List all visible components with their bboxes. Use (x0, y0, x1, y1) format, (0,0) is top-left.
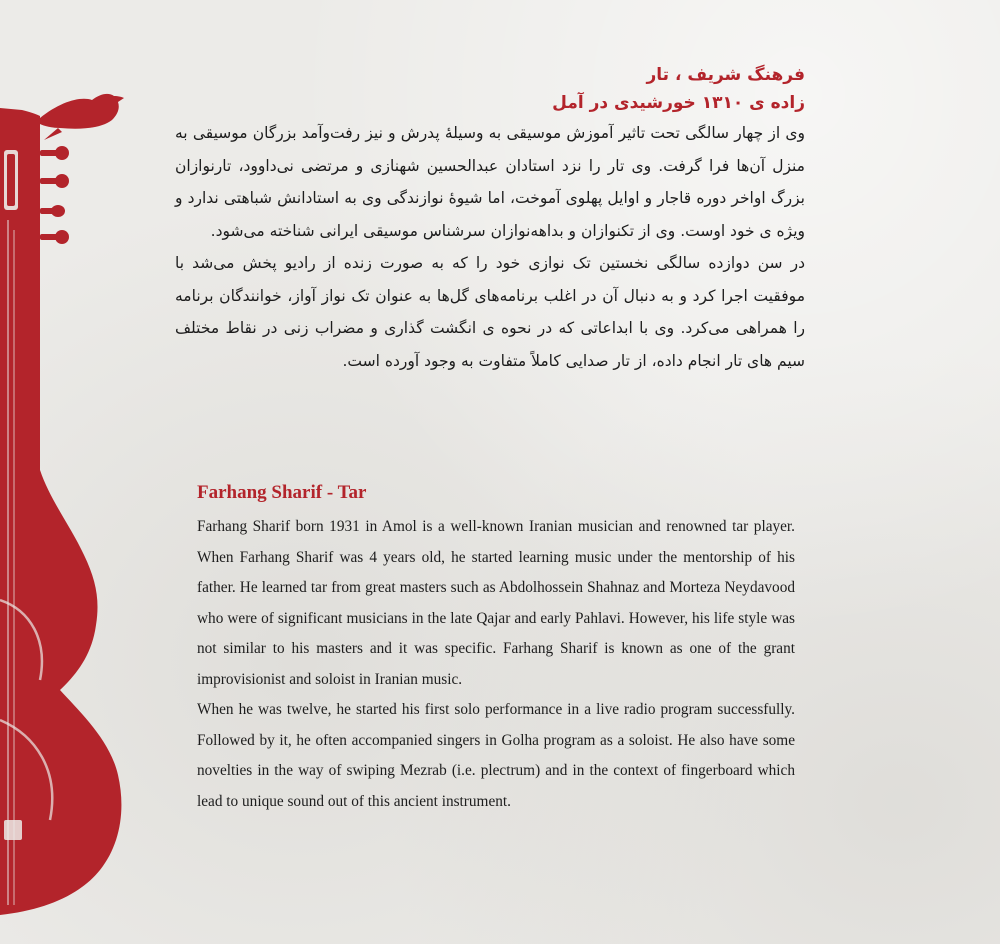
tar-body-icon (0, 108, 121, 915)
tuning-pegs-icon (40, 146, 69, 244)
english-text-block (197, 480, 795, 817)
persian-subtitle: زاده ی ۱۳۱۰ خورشیدی در آمل (552, 93, 805, 113)
persian-title: فرهنگ شریف ، تار (646, 65, 805, 85)
persian-text-block (175, 62, 805, 377)
persian-paragraph-2: در سن دوازده سالگی نخستین تک نوازی خود را که به صورت زنده از رادیو پخش می‌شد با موفقیت اجرا کرد و به دنبال آن در اغلب برنامه‌های گل‌ها به عنوان تک نواز آواز، خوانندگان برنامه را همراهی می‌کرد. وی با ابداعاتی که در نحوه ی انگشت گذاری و مضراب زنی در نقاط مختلف سیم های تار انجام داده، از تار صدایی کاملاً متفاوت به وجود آورده است. (175, 254, 805, 370)
english-paragraph-1: Farhang Sharif born 1931 in Amol is a well-known Iranian musician and renowned tar player. When Farhang Sharif was 4 years old, he started learning music under the mentorship of his father. He learned tar from great masters such as Abdolhossein Shahnaz and Morteza Neydavood who were of significant musicians in the late Qajar and early Pahlavi. However, his life style was not similar to his masters and it was specific. Farhang Sharif is known as one of the grant improvisionist and soloist in Iranian music. (197, 518, 795, 688)
english-heading: Farhang Sharif - Tar (197, 482, 367, 503)
persian-paragraph-1: وی از چهار سالگی تحت تاثیر آموزش موسیقی به وسیلهٔ پدرش و نیز رفت‌وآمد بزرگان موسیقی به منزل آن‌ها فرا گرفت. وی تار را نزد استادان عبدالحسین شهنازی و مرتضی نی‌داوود، تارنوازان بزرگ اواخر دوره قاجار و اوایل پهلوی آموخت، اما شیوهٔ نوازندگی وی به استادانش شباهتی ندارد و ویژه ی خود اوست. وی از تکنوازان و بداهه‌نوازان سرشناس موسیقی ایرانی شناخته می‌شود. (175, 124, 805, 240)
english-paragraph-2: When he was twelve, he started his first solo performance in a live radio program successfully. Followed by it, he often accompanied singers in Golha program as a soloist. He also have some novelties in the way of swiping Mezrab (i.e. plectrum) and in the context of fingerboard which lead to unique sound out of this ancient instrument. (197, 701, 795, 810)
tar-illustration-icon (0, 0, 140, 944)
bird-icon (40, 94, 124, 129)
